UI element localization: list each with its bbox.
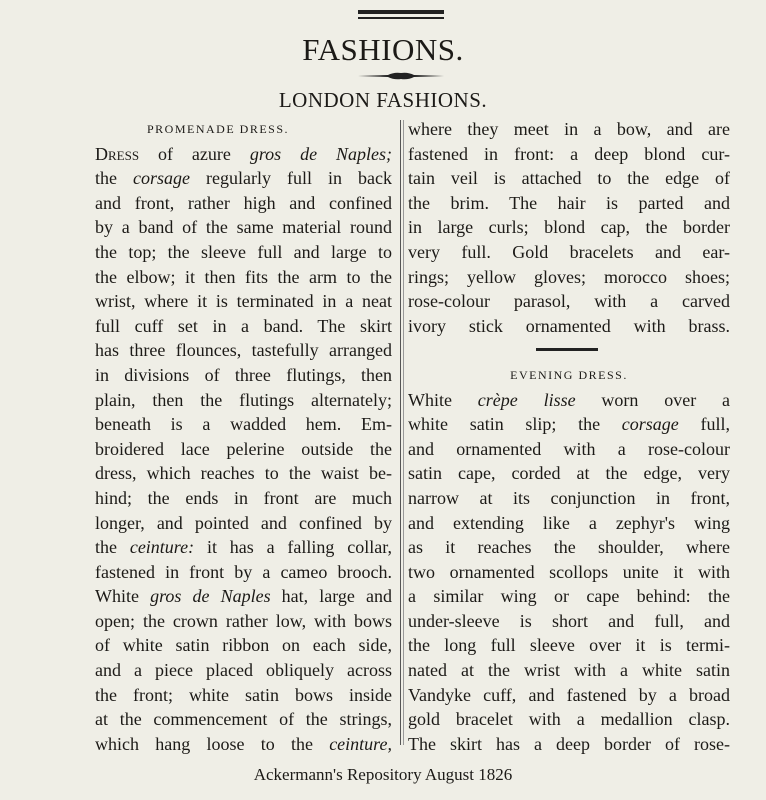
evening-dress-text	[408, 388, 730, 757]
text-span: under-sleeve is short and full, and	[408, 610, 730, 631]
italic-term: gros de Naples;	[249, 143, 392, 164]
text-line	[95, 437, 392, 462]
section-title: LONDON FASHIONS.	[278, 88, 488, 112]
promenade-dress-heading: PROMENADE DRESS.	[147, 122, 290, 136]
italic-term: corsage	[621, 414, 679, 435]
ornament-divider-icon	[358, 72, 444, 80]
text-span: the long full sleeve over it is termi-	[408, 635, 730, 656]
text-line	[95, 289, 392, 314]
text-line	[95, 338, 392, 363]
text-span: nated at the wrist with a white satin	[408, 660, 730, 681]
text-line	[408, 633, 730, 658]
text-span: hat, large and	[270, 586, 392, 607]
text-line	[95, 240, 392, 265]
top-ornament-rule	[358, 10, 444, 14]
text-span: worn over a	[575, 389, 730, 410]
text-line	[408, 191, 730, 216]
text-span: the top; the sleeve full and large to	[95, 241, 392, 262]
caption-footer: Ackermann's Repository August 1826	[253, 765, 513, 784]
italic-term: gros de Naples	[150, 586, 271, 607]
text-line	[408, 535, 730, 560]
text-line	[408, 412, 730, 437]
text-span: ivory stick ornamented with brass.	[408, 315, 730, 336]
text-span: tain veil is attached to the edge of	[408, 168, 730, 189]
text-span: fastened in front by a cameo brooch.	[95, 561, 392, 582]
text-line	[408, 683, 730, 708]
text-span: full,	[678, 414, 730, 435]
text-span: of azure	[139, 143, 250, 164]
text-span: regularly full in back	[190, 168, 392, 189]
text-span: dress, which reaches to the waist be-	[95, 463, 392, 484]
right-column	[408, 117, 730, 756]
italic-term: ceinture:	[129, 537, 195, 558]
text-span: Vandyke cuff, and fastened by a broad	[408, 684, 730, 705]
text-span: and a piece placed obliquely across	[95, 660, 392, 681]
text-line	[408, 511, 730, 536]
text-line	[95, 265, 392, 290]
text-line	[408, 142, 730, 167]
column-divider-inner	[403, 120, 404, 745]
text-line	[408, 732, 730, 757]
text-line	[95, 560, 392, 585]
text-line	[95, 191, 392, 216]
text-span: the	[95, 168, 133, 189]
text-span: where they meet in a bow, and are	[408, 119, 730, 139]
text-line	[408, 707, 730, 732]
text-span: full cuff set in a band. The skirt	[95, 315, 392, 336]
text-span: beneath is a wadded hem. Em-	[95, 414, 392, 435]
text-line	[95, 215, 392, 240]
text-line	[95, 609, 392, 634]
text-line	[95, 633, 392, 658]
text-span: gold bracelet with a medallion clasp.	[408, 709, 730, 730]
text-line	[95, 584, 392, 609]
text-span: longer, and pointed and confined by	[95, 512, 392, 533]
text-span: plain, then the flutings alternately;	[95, 389, 392, 410]
text-span: very full. Gold bracelets and ear-	[408, 241, 730, 262]
small-caps-lead: Dress	[95, 143, 140, 164]
text-span: White	[95, 586, 151, 607]
italic-term: crèpe lisse	[477, 389, 576, 410]
text-line	[95, 511, 392, 536]
text-line	[408, 658, 730, 683]
text-span: hind; the ends in front are much	[95, 487, 392, 508]
text-line	[95, 707, 392, 732]
text-line	[408, 265, 730, 290]
text-line	[95, 486, 392, 511]
text-span: broidered lace pelerine outside the	[95, 438, 392, 459]
text-span: the front; white satin bows inside	[95, 684, 392, 705]
text-line	[408, 388, 730, 413]
text-line	[95, 314, 392, 339]
text-line	[408, 437, 730, 462]
text-line	[408, 609, 730, 634]
text-span: rings; yellow gloves; morocco shoes;	[408, 266, 730, 287]
text-span: two ornamented scollops unite it with	[408, 561, 730, 582]
column-divider	[400, 120, 401, 745]
text-line	[408, 215, 730, 240]
text-span: in large curls; blond cap, the border	[408, 217, 730, 238]
italic-term: corsage	[133, 168, 190, 189]
section-rule	[408, 338, 730, 363]
text-line	[95, 166, 392, 191]
text-line	[95, 412, 392, 437]
text-line	[408, 560, 730, 585]
text-span: a similar wing or cape behind: the	[408, 586, 730, 607]
text-line	[95, 732, 392, 757]
text-line	[95, 388, 392, 413]
top-ornament-rule-thin	[358, 17, 444, 19]
text-line	[95, 683, 392, 708]
text-span: as it reaches the shoulder, where	[408, 537, 730, 558]
text-line	[408, 289, 730, 314]
text-span: fastened in front: a deep blond cur-	[408, 143, 730, 164]
text-span: it has a falling collar,	[194, 537, 392, 558]
text-span: and extending like a zephyr's wing	[408, 512, 730, 533]
text-line	[408, 117, 730, 142]
text-span: the	[95, 537, 130, 558]
text-line	[408, 584, 730, 609]
text-span: narrow at its conjunction in front,	[408, 487, 730, 508]
text-span: and ornamented with a rose-colour	[408, 438, 730, 459]
page-title: FASHIONS.	[302, 32, 464, 67]
text-span: by a band of the same material round	[95, 217, 392, 238]
text-span: white satin slip; the	[408, 414, 622, 435]
text-line	[408, 486, 730, 511]
text-span: open; the crown rather low, with bows	[95, 610, 392, 631]
text-line	[408, 166, 730, 191]
text-span: at the commencement of the strings,	[95, 709, 392, 730]
text-span: The skirt has a deep border of rose-	[408, 733, 730, 754]
promenade-dress-text-continued	[408, 117, 730, 338]
text-span: the brim. The hair is parted and	[408, 192, 730, 213]
text-line	[95, 363, 392, 388]
evening-dress-heading: EVENING DRESS.	[510, 367, 628, 382]
text-line	[408, 461, 730, 486]
italic-term: ceinture,	[329, 733, 392, 754]
text-span: satin cape, corded at the edge, very	[408, 463, 730, 484]
text-span: which hang loose to the	[95, 733, 330, 754]
promenade-dress-text	[95, 142, 392, 757]
text-span: and front, rather high and confined	[95, 192, 392, 213]
text-span: of white satin ribbon on each side,	[95, 635, 392, 656]
text-line	[95, 658, 392, 683]
text-span: rose-colour parasol, with a carved	[408, 291, 730, 312]
text-span: has three flounces, tastefully arranged	[95, 340, 392, 361]
text-span: the elbow; it then fits the arm to the	[95, 266, 392, 287]
text-line	[408, 240, 730, 265]
left-column	[95, 117, 392, 756]
text-line	[95, 461, 392, 486]
text-line	[95, 535, 392, 560]
text-span: White	[408, 389, 478, 410]
text-line	[95, 142, 392, 167]
text-span: wrist, where it is terminated in a neat	[95, 291, 392, 312]
text-span: in divisions of three flutings, then	[95, 364, 392, 385]
text-line	[408, 314, 730, 339]
